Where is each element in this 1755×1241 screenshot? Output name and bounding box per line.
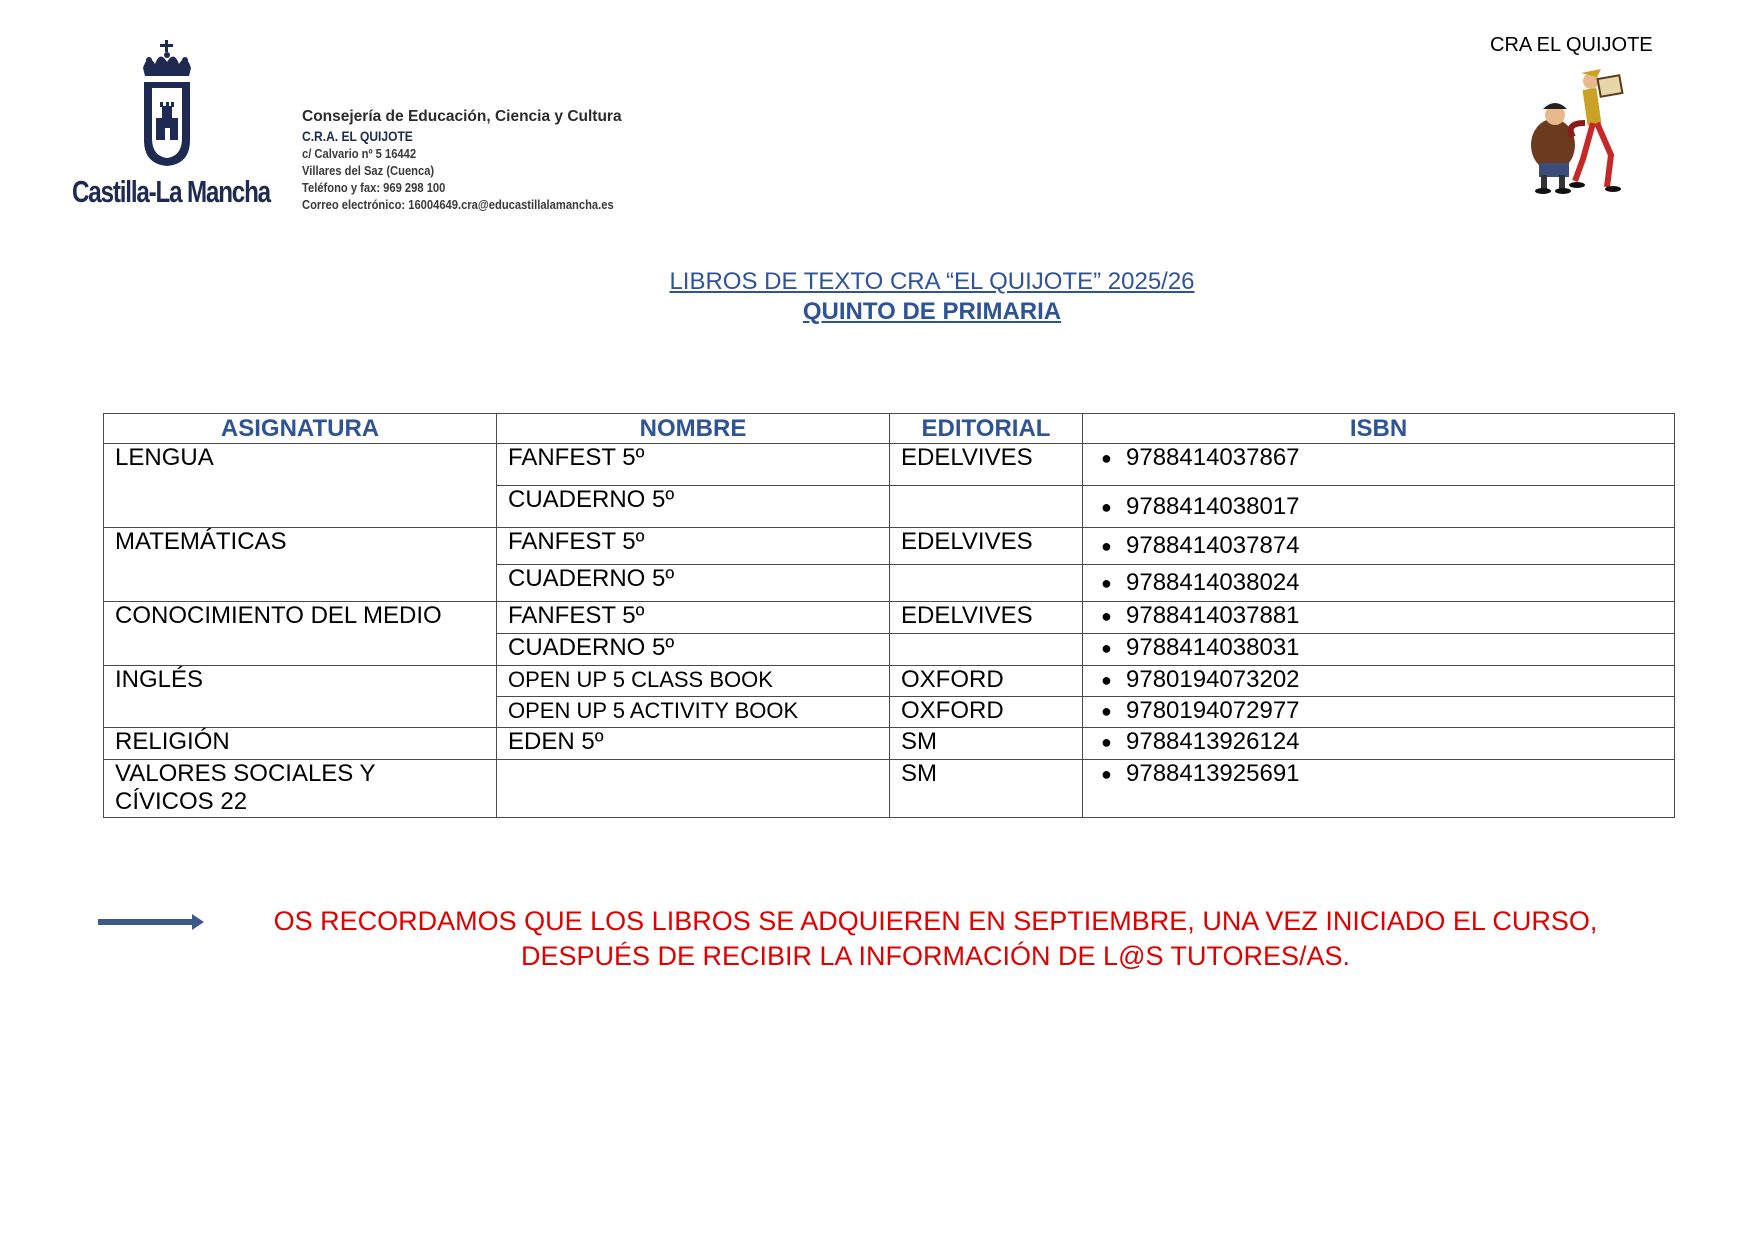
header-subject: ASIGNATURA <box>104 414 497 444</box>
book-name: OPEN UP 5 ACTIVITY BOOK <box>497 697 890 728</box>
school-address: c/ Calvario nº 5 16442 <box>302 146 417 161</box>
book-publisher <box>890 565 1083 602</box>
notice-line-1: OS RECORDAMOS QUE LOS LIBROS SE ADQUIEREN EN SEPTIEMBRE, UNA VEZ INICIADO EL CURSO, <box>273 906 1598 936</box>
book-publisher: OXFORD <box>890 697 1083 728</box>
book-name: CUADERNO 5º <box>497 486 890 528</box>
book-isbn <box>1083 666 1675 697</box>
isbn-value: 9788414037867 <box>1126 444 1300 471</box>
book-publisher: EDELVIVES <box>890 602 1083 634</box>
isbn-value: 9780194073202 <box>1126 666 1300 693</box>
book-name: EDEN 5º <box>497 728 890 760</box>
don-quijote-sancho-icon <box>1525 63 1635 195</box>
arrow-right-icon <box>98 914 204 930</box>
isbn-value: 9788414038024 <box>1126 569 1300 596</box>
isbn-value: 9788414038031 <box>1126 634 1300 661</box>
book-publisher: EDELVIVES <box>890 444 1083 486</box>
subject-cell: CONOCIMIENTO DEL MEDIO <box>104 602 497 666</box>
header-name: NOMBRE <box>497 414 890 444</box>
bullet-icon: ● <box>1101 638 1112 658</box>
table-row <box>104 602 1675 634</box>
book-name: FANFEST 5º <box>497 528 890 565</box>
isbn-value: 9788414038017 <box>1126 492 1300 520</box>
table-row <box>104 666 1675 697</box>
title-line-2: QUINTO DE PRIMARIA <box>802 298 1062 325</box>
crown-shield-icon <box>140 40 194 168</box>
notice-line-2: DESPUÉS DE RECIBIR LA INFORMACIÓN DE L@S TUTORES/AS. <box>520 941 1351 971</box>
table-row <box>104 444 1675 486</box>
book-isbn <box>1083 565 1675 602</box>
subject-cell: INGLÉS <box>104 666 497 728</box>
table-row <box>104 528 1675 565</box>
bullet-icon: ● <box>1101 448 1112 468</box>
subject-cell: MATEMÁTICAS <box>104 528 497 602</box>
notice-text <box>208 904 1663 974</box>
bullet-icon: ● <box>1101 606 1112 626</box>
book-name: FANFEST 5º <box>497 444 890 486</box>
book-publisher <box>890 486 1083 528</box>
institution-info <box>302 108 664 213</box>
book-isbn <box>1083 486 1675 528</box>
table-row <box>104 760 1675 818</box>
subject-cell: LENGUA <box>104 444 497 528</box>
book-isbn <box>1083 444 1675 486</box>
isbn-value: 9788413926124 <box>1126 728 1300 755</box>
quijote-illustration <box>1525 63 1635 200</box>
book-name: FANFEST 5º <box>497 602 890 634</box>
school-name: C.R.A. EL QUIJOTE <box>302 128 413 144</box>
bullet-icon: ● <box>1101 732 1112 752</box>
book-name: CUADERNO 5º <box>497 634 890 666</box>
isbn-value: 9788414037881 <box>1126 602 1300 629</box>
book-name: OPEN UP 5 CLASS BOOK <box>497 666 890 697</box>
book-isbn <box>1083 528 1675 565</box>
table-row <box>104 728 1675 760</box>
book-isbn <box>1083 602 1675 634</box>
header-isbn: ISBN <box>1083 414 1675 444</box>
book-publisher: EDELVIVES <box>890 528 1083 565</box>
bullet-icon: ● <box>1101 573 1112 593</box>
bullet-icon: ● <box>1101 536 1112 556</box>
title-line-1: LIBROS DE TEXTO CRA “EL QUIJOTE” 2025/26 <box>669 268 1195 295</box>
school-email: Correo electrónico: 16004649.cra@educastillalamancha.es <box>302 197 614 212</box>
textbooks-table <box>103 413 1675 818</box>
book-name: CUADERNO 5º <box>497 565 890 602</box>
book-isbn <box>1083 634 1675 666</box>
subject-cell: RELIGIÓN <box>104 728 497 760</box>
isbn-value: 9788414037874 <box>1126 532 1300 559</box>
bullet-icon: ● <box>1101 670 1112 690</box>
book-isbn <box>1083 697 1675 728</box>
isbn-value: 9788413925691 <box>1126 760 1300 787</box>
school-town: Villares del Saz (Cuenca) <box>302 163 435 178</box>
bullet-icon: ● <box>1101 701 1112 721</box>
document-title <box>0 268 1755 326</box>
bullet-icon: ● <box>1101 764 1112 784</box>
logo-wordmark: Castilla-La Mancha <box>72 174 270 209</box>
school-phone: Teléfono y fax: 969 298 100 <box>302 180 446 195</box>
isbn-value: 9780194072977 <box>1126 697 1300 724</box>
castilla-la-mancha-logo <box>70 40 270 215</box>
table-header-row <box>104 414 1675 444</box>
book-name <box>497 760 890 818</box>
book-publisher: SM <box>890 728 1083 760</box>
subject-cell: VALORES SOCIALES Y CÍVICOS 22 <box>104 760 497 818</box>
book-publisher <box>890 634 1083 666</box>
department-name: Consejería de Educación, Ciencia y Cultura <box>302 108 622 125</box>
book-publisher: OXFORD <box>890 666 1083 697</box>
book-isbn <box>1083 760 1675 818</box>
bullet-icon: ● <box>1101 496 1112 517</box>
corner-label: CRA EL QUIJOTE <box>1490 34 1653 56</box>
book-isbn <box>1083 728 1675 760</box>
book-publisher: SM <box>890 760 1083 818</box>
header-publisher: EDITORIAL <box>890 414 1083 444</box>
